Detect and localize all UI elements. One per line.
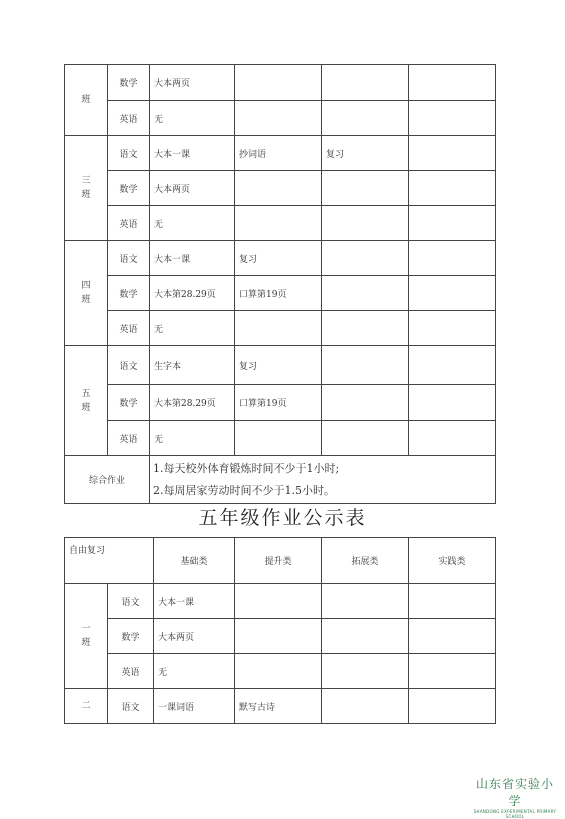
comprehensive-label: 综合作业	[65, 456, 150, 504]
table-row	[65, 311, 496, 346]
task-cell	[409, 65, 496, 101]
task-cell	[322, 276, 409, 311]
task-cell	[235, 101, 322, 136]
task-cell	[322, 311, 409, 346]
task-cell	[235, 311, 322, 346]
class-label: 一 班	[65, 584, 108, 689]
table-row	[65, 136, 496, 171]
task-cell: 无	[150, 421, 235, 456]
school-logo	[470, 775, 560, 819]
task-cell: 复习	[235, 346, 322, 385]
subject-cell: 语文	[108, 346, 150, 385]
task-cell	[322, 619, 409, 654]
task-cell: 复习	[235, 241, 322, 276]
task-cell: 大本一课	[154, 584, 235, 619]
task-cell	[322, 206, 409, 241]
task-cell	[409, 171, 496, 206]
task-cell: 一课词语	[154, 689, 235, 724]
task-cell: 大本两页	[150, 65, 235, 101]
class-label: 四 班	[65, 241, 108, 346]
task-cell: 大本两页	[150, 171, 235, 206]
task-cell	[235, 206, 322, 241]
task-cell: 大本一课	[150, 136, 235, 171]
task-cell	[409, 136, 496, 171]
task-cell: 默写古诗	[235, 689, 322, 724]
subject-cell: 数学	[108, 65, 150, 101]
task-cell	[235, 619, 322, 654]
task-cell	[235, 654, 322, 689]
comprehensive-line: 1.每天校外体育锻炼时间不少于1小时;	[153, 461, 340, 475]
table-row	[65, 385, 496, 421]
table-row	[65, 206, 496, 241]
table-row	[65, 654, 496, 689]
task-cell	[409, 584, 496, 619]
subject-cell: 语文	[108, 689, 154, 724]
class-label: 三 班	[65, 136, 108, 241]
table-row	[65, 584, 496, 619]
table-row	[65, 171, 496, 206]
task-cell: 大本第28.29页	[150, 385, 235, 421]
page-title: 五年级作业公示表	[198, 507, 367, 529]
task-cell	[235, 584, 322, 619]
task-cell	[322, 584, 409, 619]
class-label: 二	[65, 689, 108, 724]
subject-cell: 数学	[108, 619, 154, 654]
table-row	[65, 421, 496, 456]
task-cell	[409, 346, 496, 385]
table-row	[65, 241, 496, 276]
task-cell	[235, 171, 322, 206]
comprehensive-text	[150, 456, 496, 504]
subject-cell: 语文	[108, 136, 150, 171]
task-cell	[409, 311, 496, 346]
task-cell: 无	[150, 206, 235, 241]
task-cell: 大本两页	[154, 619, 235, 654]
subject-cell: 英语	[108, 311, 150, 346]
subject-cell: 英语	[108, 206, 150, 241]
task-cell	[409, 241, 496, 276]
logo-main-text: 山东省实验小学	[475, 777, 554, 808]
subject-cell: 语文	[108, 584, 154, 619]
task-cell	[409, 276, 496, 311]
subject-cell: 数学	[108, 171, 150, 206]
homework-table-grade5	[64, 537, 496, 724]
task-cell: 抄词语	[235, 136, 322, 171]
subject-cell: 数学	[108, 276, 150, 311]
comprehensive-row	[65, 456, 496, 504]
subject-cell: 英语	[108, 101, 150, 136]
logo-sub-text: SHANDONG EXPERIMENTAL PRIMARY SCHOOL	[473, 809, 557, 819]
column-header: 实践类	[409, 538, 496, 584]
column-header: 基础类	[154, 538, 235, 584]
task-cell: 口算第19页	[235, 276, 322, 311]
task-cell	[322, 65, 409, 101]
subject-cell: 语文	[108, 241, 150, 276]
task-cell	[409, 619, 496, 654]
column-header: 提升类	[235, 538, 322, 584]
task-cell: 无	[150, 311, 235, 346]
task-cell	[409, 689, 496, 724]
task-cell	[409, 654, 496, 689]
task-cell: 无	[154, 654, 235, 689]
task-cell	[409, 385, 496, 421]
task-cell: 生字本	[150, 346, 235, 385]
comprehensive-line: 2.每周居家劳动时间不少于1.5小时。	[153, 483, 335, 497]
task-cell: 大本一课	[150, 241, 235, 276]
task-cell	[409, 206, 496, 241]
task-cell	[322, 241, 409, 276]
class-label: 五 班	[65, 346, 108, 456]
table-row	[65, 101, 496, 136]
table-row	[65, 619, 496, 654]
column-header: 拓展类	[322, 538, 409, 584]
task-cell	[235, 65, 322, 101]
class-label: 班	[65, 65, 108, 136]
task-cell	[322, 385, 409, 421]
table-row	[65, 65, 496, 101]
task-cell	[322, 101, 409, 136]
header-corner: 自由复习	[65, 538, 154, 584]
subject-cell: 英语	[108, 421, 150, 456]
task-cell	[409, 101, 496, 136]
task-cell: 复习	[322, 136, 409, 171]
task-cell	[322, 346, 409, 385]
homework-table-upper	[64, 64, 496, 504]
task-cell	[322, 171, 409, 206]
subject-cell: 英语	[108, 654, 154, 689]
task-cell	[235, 421, 322, 456]
task-cell	[409, 421, 496, 456]
table-row	[65, 276, 496, 311]
task-cell: 无	[150, 101, 235, 136]
header-row	[65, 538, 496, 584]
task-cell	[322, 421, 409, 456]
task-cell	[322, 654, 409, 689]
table-row	[65, 346, 496, 385]
task-cell: 大本第28.29页	[150, 276, 235, 311]
table-row	[65, 689, 496, 724]
subject-cell: 数学	[108, 385, 150, 421]
task-cell: 口算第19页	[235, 385, 322, 421]
task-cell	[322, 689, 409, 724]
